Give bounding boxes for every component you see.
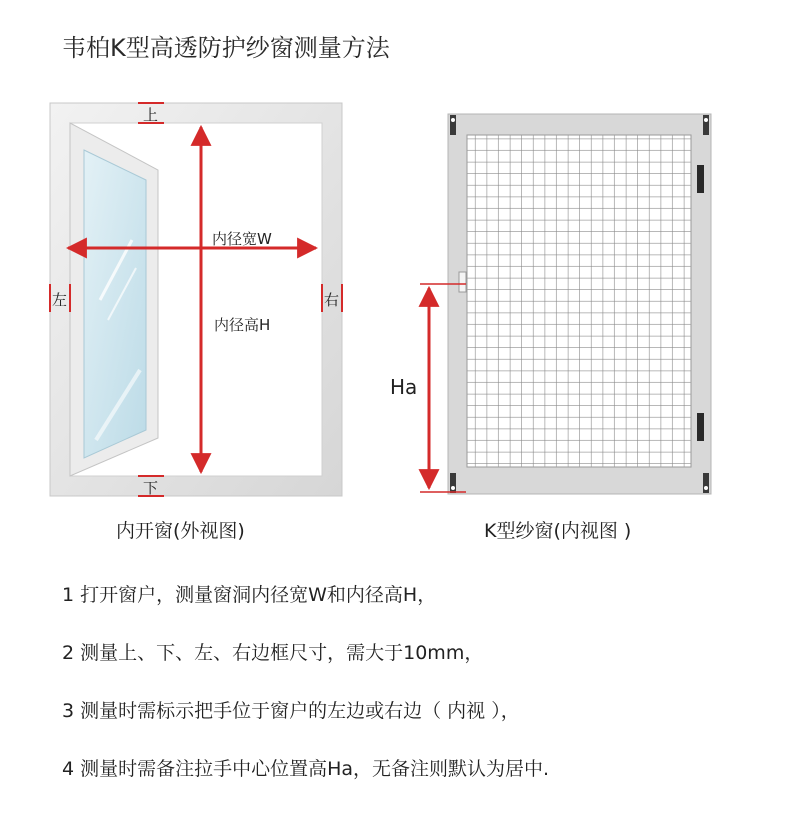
- handle-height-label: Ha: [390, 375, 418, 399]
- instruction-step: 1 打开窗户，测量窗洞内径宽W和内径高H，: [62, 584, 437, 606]
- left-diagram-caption: 内开窗(外视图): [116, 520, 245, 542]
- right-screen-diagram: [390, 114, 711, 494]
- pull-handle: [459, 272, 466, 292]
- instruction-step: 2 测量上、下、左、右边框尺寸，需大于10mm，: [62, 642, 484, 664]
- side-catch-top: [697, 165, 704, 193]
- page-title: 韦柏K型高透防护纱窗测量方法: [62, 34, 390, 62]
- height-label: 内径高H: [214, 316, 271, 334]
- top-label: 上: [143, 106, 159, 124]
- side-catch-bottom: [697, 413, 704, 441]
- left-window-diagram: [50, 103, 342, 497]
- instruction-step: 4 测量时需备注拉手中心位置高Ha，无备注则默认为居中.: [62, 758, 550, 780]
- right-diagram-caption: K型纱窗(内视图 ): [484, 520, 632, 542]
- width-label: 内径宽W: [212, 230, 272, 248]
- right-label: 右: [324, 291, 340, 309]
- bottom-label: 下: [143, 479, 159, 497]
- instruction-list: [62, 580, 549, 812]
- left-label: 左: [52, 291, 68, 309]
- instruction-step: 3 测量时需标示把手位于窗户的左边或右边（ 内视 ），: [62, 700, 520, 722]
- screen-mesh: [467, 135, 691, 467]
